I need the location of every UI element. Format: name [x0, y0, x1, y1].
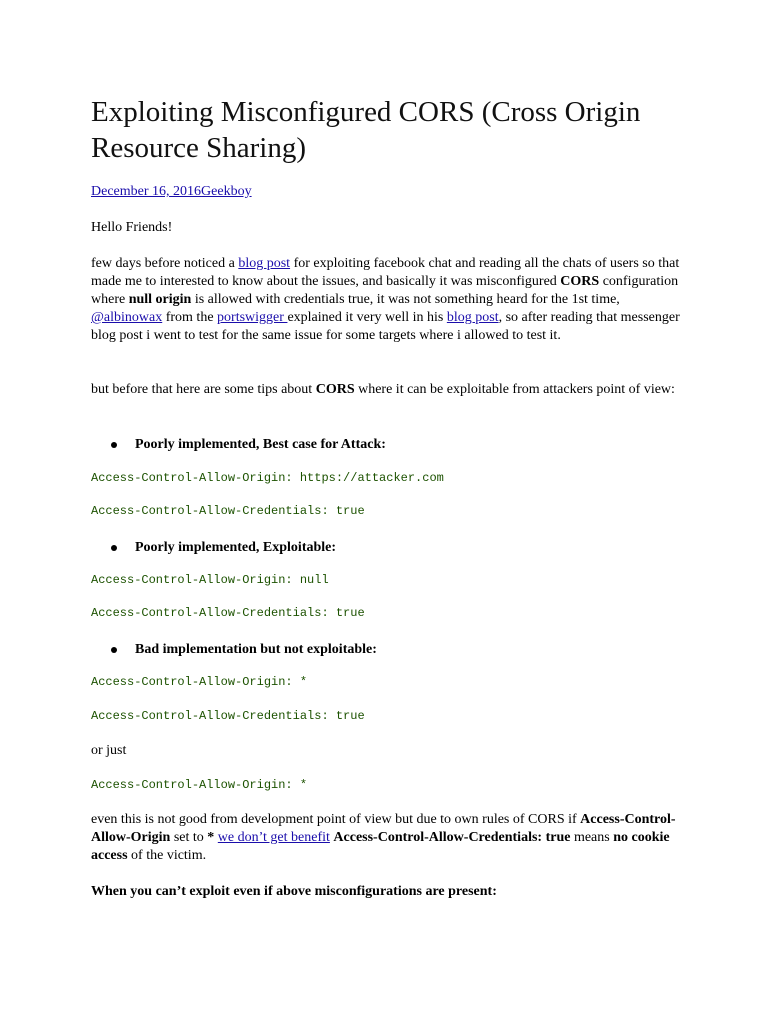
- section-heading: When you can’t exploit even if above misconfigurations are present:: [91, 884, 497, 899]
- code-line: Access-Control-Allow-Origin: https://attacker.com: [91, 471, 444, 485]
- bullet-dot-icon: [111, 545, 117, 551]
- article-title: Exploiting Misconfigured CORS (Cross Origin Resource Sharing): [91, 96, 641, 164]
- tips-paragraph: but before that here are some tips about CORS where it can be exploitable from attackers point of view:: [91, 382, 675, 397]
- bullet-best-case: Poorly implemented, Best case for Attack:: [111, 436, 386, 454]
- blog-post-link-1[interactable]: blog post: [238, 256, 291, 271]
- bullet-exploitable: Poorly implemented, Exploitable:: [111, 539, 336, 557]
- code-line: Access-Control-Allow-Origin: *: [91, 675, 308, 689]
- bullet-not-exploitable: Bad implementation but not exploitable:: [111, 641, 377, 659]
- intro-paragraph: few days before noticed a blog post for exploiting facebook chat and reading all the chats of users so that made me to interested to know about the issues, and basically it was misconfigured CORS configuration where null origin is allowed with credentials true, it was not something heard for the 1st time, @albinowax from the portswigger explained it very well in his blog post, so after reading that messenger blog post i went to test for the same issue for some targets where i allowed to test it.: [91, 256, 680, 343]
- wildcard-paragraph: even this is not good from development point of view but due to own rules of CORS if Access-Control-Allow-Origin set to * we don’t get benefit Access-Control-Allow-Credentials: true means no cookie access of the victim.: [91, 812, 676, 863]
- post-meta: [91, 183, 252, 201]
- blog-post-link-2[interactable]: blog post: [446, 310, 499, 325]
- code-line: Access-Control-Allow-Credentials: true: [91, 709, 365, 723]
- greeting: Hello Friends!: [91, 220, 173, 235]
- code-line: Access-Control-Allow-Credentials: true: [91, 504, 365, 518]
- or-just-text: or just: [91, 743, 127, 758]
- code-line: Access-Control-Allow-Credentials: true: [91, 606, 365, 620]
- post-date-link[interactable]: December 16, 2016: [91, 184, 202, 199]
- code-line: Access-Control-Allow-Origin: *: [91, 778, 308, 792]
- author-link[interactable]: Geekboy: [201, 184, 252, 199]
- albinowax-link[interactable]: @albinowax: [91, 310, 163, 325]
- bullet-dot-icon: [111, 442, 117, 448]
- bullet-dot-icon: [111, 647, 117, 653]
- no-benefit-link[interactable]: we don’t get benefit: [217, 830, 330, 845]
- code-line: Access-Control-Allow-Origin: null: [91, 573, 329, 587]
- portswigger-link[interactable]: portswigger: [217, 310, 288, 325]
